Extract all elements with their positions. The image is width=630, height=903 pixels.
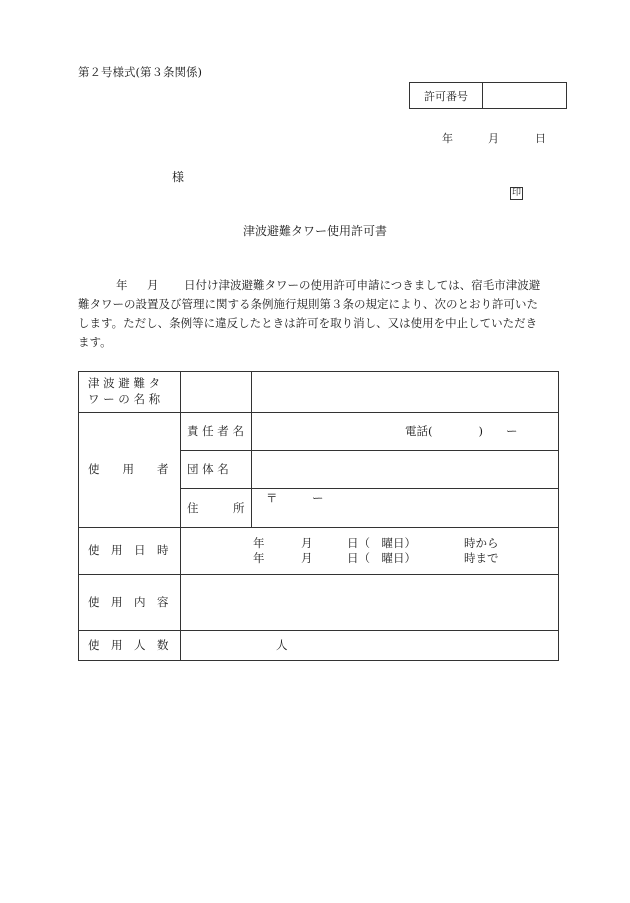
end-day: 日（ 曜日） [347,551,416,565]
table-row-divider [180,450,558,451]
tower-name-label: ワ ー の 名 称 [88,392,161,406]
end-time: 時まで [464,551,499,565]
permit-number-label: 許可番号 [410,83,483,108]
responsible-person-label: 責 任 者 名 [187,424,244,438]
end-year: 年 [253,551,265,565]
postal-code-field[interactable]: 〒 ー [266,491,324,505]
table-row-divider [79,527,558,528]
count-label: 使 用 人 数 [88,638,169,652]
content-label: 使 用 内 容 [88,595,169,609]
tower-name-label: 津 波 避 難 タ [88,376,161,390]
date-year: 年 [442,132,453,145]
date-month: 月 [488,132,499,145]
tower-name-field[interactable] [181,373,250,411]
body-text-line: します。ただし、条例等に違反したときは許可を取り消し、又は使用を中止していただき [78,316,538,330]
form-number: 第２号様式(第３条関係) [78,65,202,79]
body-text-line: 難タワーの設置及び管理に関する条例施行規則第３条の規定により、次のとおり許可いた [78,297,538,311]
start-year: 年 [253,536,265,550]
body-blank-year: 年 [116,278,128,292]
group-name-label: 団 体 名 [187,462,229,476]
table-row-divider [79,630,558,631]
start-month: 月 [301,536,313,550]
end-month: 月 [301,551,313,565]
body-text-line: ます。 [78,335,112,349]
usage-table [78,371,559,661]
seal-mark: 印 [511,188,521,198]
start-time: 時から [464,536,499,550]
table-row-divider [79,574,558,575]
table-row-divider [180,488,558,489]
body-blank-month: 月 [147,278,159,292]
date-day: 日 [535,132,546,145]
phone-field[interactable]: 電話( ) ー [405,424,518,438]
start-day: 日（ 曜日） [347,536,416,550]
permit-number-box [409,82,567,109]
count-unit: 人 [276,638,288,652]
datetime-label: 使 用 日 時 [88,543,169,557]
address-label: 住 所 [187,501,245,515]
content-field[interactable] [181,576,557,628]
tower-name-field[interactable] [252,373,557,411]
group-name-field[interactable] [252,452,557,486]
table-row-divider [79,412,558,413]
body-text-line: 日付け津波避難タワーの使用許可申請につきましては、宿毛市津波避 [184,278,541,292]
permit-number-field[interactable] [483,83,566,108]
user-label: 使 用 者 [88,462,169,476]
document-title: 津波避難タワー使用許可書 [242,224,387,238]
addressee-suffix: 様 [172,170,185,184]
